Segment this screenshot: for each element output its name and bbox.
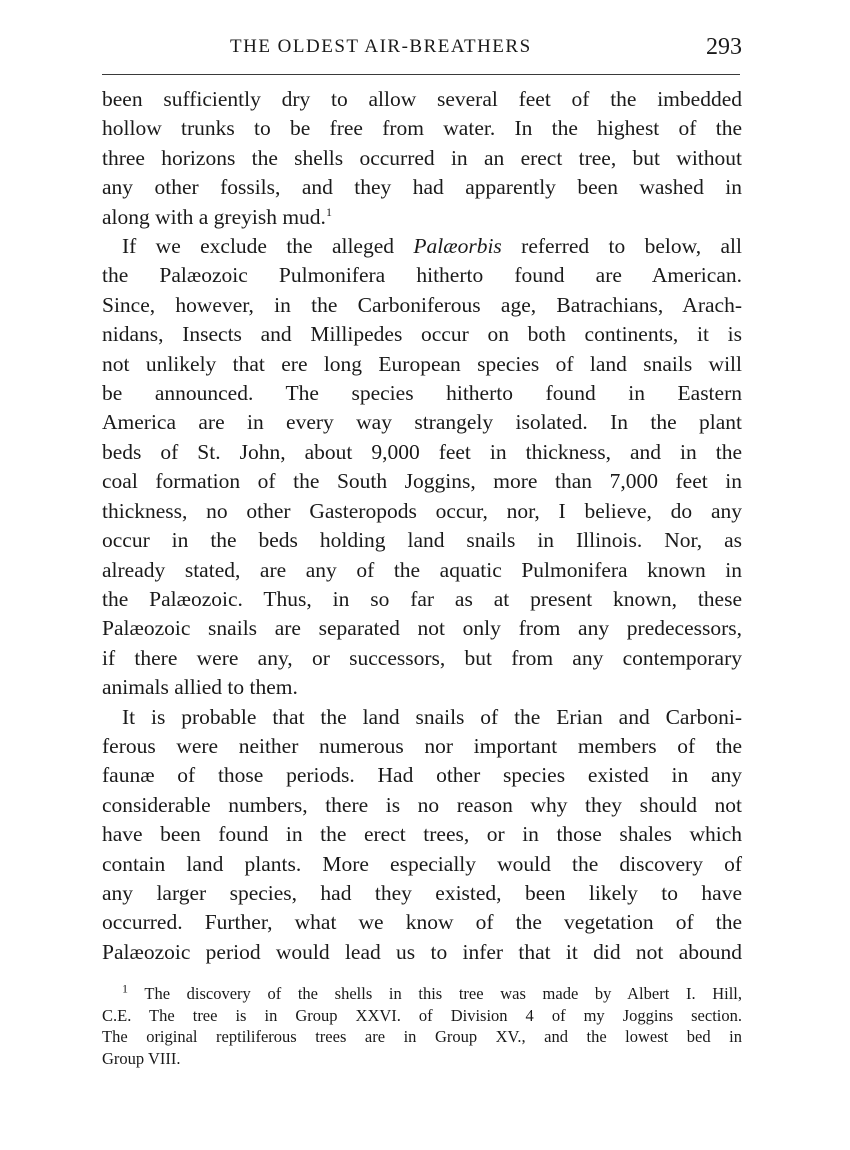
text-line: coal formation of the South Joggins, more than 7,000 feet in xyxy=(102,469,742,494)
text-line: Since, however, in the Carboniferous age, Batrachians, Arach- xyxy=(102,292,742,317)
footnote-line: Group VIII. xyxy=(102,1048,181,1068)
text-line: been sufficiently dry to allow several feet of the imbedded xyxy=(102,87,742,111)
text-line: the Palæozoic Pulmonifera hitherto found are American. xyxy=(102,263,742,288)
text-line: along with a greyish mud.$^1$ xyxy=(102,204,332,229)
paragraph xyxy=(102,232,742,703)
text-line: not unlikely that ere long European species of land snails will xyxy=(102,351,742,376)
text-line: thickness, no other Gasteropods occur, nor, I believe, do any xyxy=(102,498,742,523)
text-line: if there were any, or successors, but from any contemporary xyxy=(102,645,742,670)
text-line: beds of St. John, about 9,000 feet in thickness, and in the xyxy=(102,439,742,464)
text-line: considerable numbers, there is no reason why they should not xyxy=(102,792,742,817)
text-line: have been found in the erect trees, or in those shales which xyxy=(102,822,742,847)
footnote-reference: 1 xyxy=(325,204,332,219)
text-line: any larger species, had they existed, been likely to have xyxy=(102,880,742,905)
text-line: already stated, are any of the aquatic Pulmonifera known in xyxy=(102,557,742,582)
footnote-line: The original reptiliferous trees are in Group XV., and the lowest bed in xyxy=(102,1027,742,1047)
header-rule xyxy=(102,74,740,75)
text-line: occur in the beds holding land snails in Illinois. Nor, as xyxy=(102,528,742,553)
text-line: Palæozoic snails are separated not only from any predecessors, xyxy=(102,616,742,641)
body-text xyxy=(102,85,742,967)
page-header xyxy=(102,34,742,68)
text-line: Palæozoic period would lead us to infer that it did not abound xyxy=(102,939,742,964)
text-line: animals allied to them. xyxy=(102,675,298,700)
text-line: faunæ of those periods. Had other species existed in any xyxy=(102,763,742,788)
text-line: If we exclude the alleged Palæorbis referred to below, all xyxy=(122,234,742,259)
footnote-line: C.E. The tree is in Group XXVI. of Division 4 of my Joggins section. xyxy=(102,1005,742,1025)
text-line: America are in every way strangely isolated. In the plant xyxy=(102,410,742,435)
text-line: It is probable that the land snails of the Erian and Carboni- xyxy=(122,704,742,729)
text-line: three horizons the shells occurred in an erect tree, but without xyxy=(102,145,742,170)
running-head: THE OLDEST AIR-BREATHERS xyxy=(230,36,532,57)
text-line: nidans, Insects and Millipedes occur on both continents, it is xyxy=(102,322,742,347)
text-line: contain land plants. More especially would the discovery of xyxy=(102,851,742,876)
text-line: occurred. Further, what we know of the vegetation of the xyxy=(102,910,742,935)
text-line: ferous were neither numerous nor important members of the xyxy=(102,733,742,758)
page-number: 293 xyxy=(706,34,742,60)
book-page xyxy=(102,34,742,1070)
text-line: any other fossils, and they had apparently been washed in xyxy=(102,175,742,200)
text-line: the Palæozoic. Thus, in so far as at present known, these xyxy=(102,586,742,611)
text-line: hollow trunks to be free from water. In the highest of the xyxy=(102,116,742,141)
footnote-line: $^1$ The discovery of the shells in this tree was made by Albert I. Hill, xyxy=(122,981,743,1004)
paragraph xyxy=(102,85,742,232)
footnote-marker: 1 xyxy=(122,981,128,996)
paragraph xyxy=(102,703,742,968)
footnote xyxy=(102,983,742,1069)
text-line: be announced. The species hitherto found in Eastern xyxy=(102,381,742,406)
